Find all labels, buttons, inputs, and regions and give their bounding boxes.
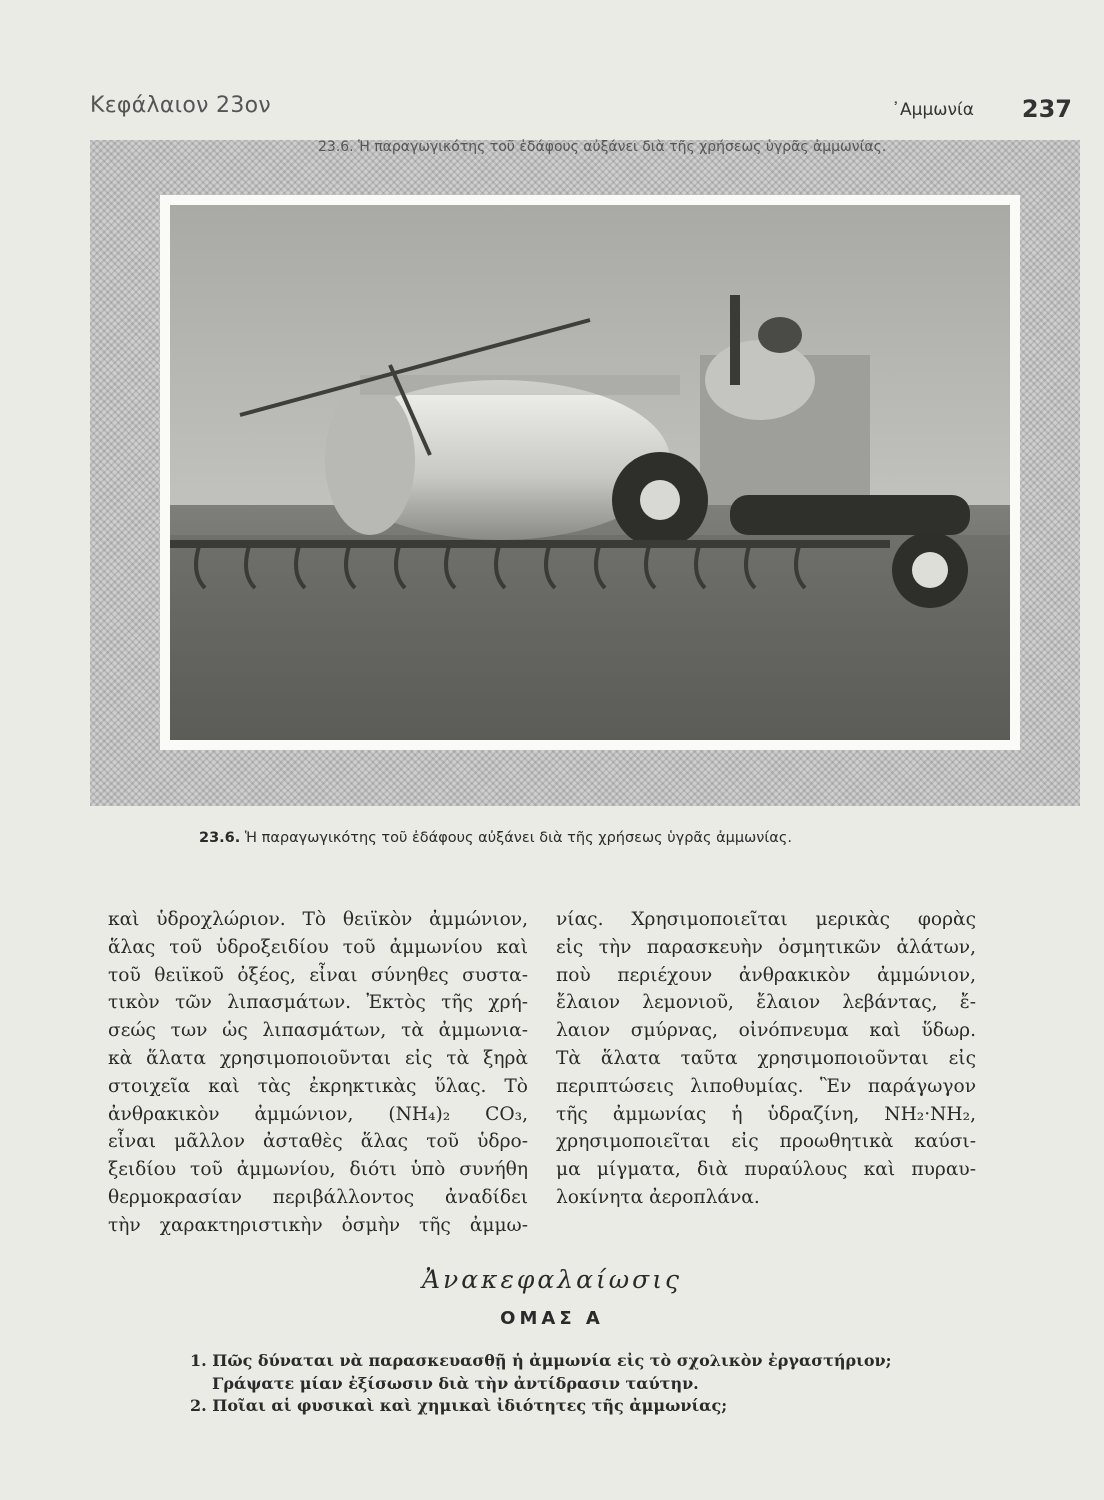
figure-caption <box>199 830 792 846</box>
body-line: σεώς των ὡς λιπασμάτων, τὰ ἀμμωνια- <box>108 1020 528 1042</box>
body-line: τικὸν τῶν λιπασμάτων. Ἐκτὸς τῆς χρή- <box>108 992 528 1014</box>
body-line: ἅλας τοῦ ὑδροξειδίου τοῦ ἀμμωνίου καὶ <box>108 936 528 958</box>
body-left-column <box>108 906 528 1240</box>
section-header: ᾿Αμμωνία <box>891 100 974 120</box>
body-line: λοκίνητα ἀεροπλάνα. <box>556 1186 760 1208</box>
body-line: τοῦ θειϊκοῦ ὀξέος, εἶναι σύνηθες συστα- <box>108 964 528 986</box>
body-line: εἶναι μᾶλλον ἀσταθὲς ἅλας τοῦ ὑδρο- <box>108 1131 528 1153</box>
body-line: ποὺ περιέχουν ἀνθρακικὸν ἀμμώνιον, <box>556 964 976 986</box>
body-line: εἰς τὴν παρασκευὴν ὀσμητικῶν ἁλάτων, <box>556 936 976 958</box>
group-title: ΟΜΑΣ Α <box>500 1308 604 1329</box>
figure-number: 23.6. <box>199 830 241 846</box>
body-line: περιπτώσεις λιποθυμίας. Ἓν παράγωγον <box>556 1075 976 1097</box>
body-line: ἔλαιον λεμονιοῦ, ἔλαιον λεβάντας, ἔ- <box>556 992 976 1014</box>
body-line: καὶ ὑδροχλώριον. Τὸ θειϊκὸν ἀμμώνιον, <box>108 909 528 930</box>
photo-top-caption: 23.6. Ἡ παραγωγικότης τοῦ ἐδάφους αὐξάνει διὰ τῆς χρήσεως ὑγρᾶς ἀμμωνίας. <box>318 139 887 155</box>
chapter-header: Κεφάλαιον 23ον <box>90 93 271 118</box>
body-line: μα μίγματα, διὰ πυραύλους καὶ πυραυ- <box>556 1159 976 1181</box>
summary-title: Ἀνακεφαλαίωσις <box>421 1265 683 1294</box>
body-line: χρησιμοποιεῖται εἰς προωθητικὰ καύσι- <box>556 1131 976 1153</box>
figure-caption-text: Ἡ παραγωγικότης τοῦ ἐδάφους αὐξάνει διὰ τῆς χρήσεως ὑγρᾶς ἀμμωνίας. <box>244 830 792 846</box>
body-line: ξειδίου τοῦ ἀμμωνίου, διότι ὑπὸ συνήθη <box>108 1159 528 1181</box>
body-line: Τὰ ἅλατα ταῦτα χρησιμοποιοῦνται εἰς <box>556 1047 976 1069</box>
body-line: τῆς ἀμμωνίας ἡ ὑδραζίνη, NH₂·NH₂, <box>556 1103 976 1125</box>
page-number: 237 <box>1021 95 1072 123</box>
body-line: τὴν χαρακτηριστικὴν ὀσμὴν τῆς ἀμμω- <box>108 1214 528 1236</box>
body-line: νίας. Χρησιμοποιεῖται μερικὰς φορὰς <box>556 909 976 930</box>
question-item: 2. Ποῖαι αἱ φυσικαὶ καὶ χημικαὶ ἰδιότητες τῆς ἀμμωνίας; <box>190 1396 728 1415</box>
tractor-photo-illustration <box>170 205 1010 740</box>
body-line: ἀνθρακικὸν ἀμμώνιον, (NH₄)₂ CO₃, <box>108 1103 528 1125</box>
body-line: κὰ ἅλατα χρησιμοποιοῦνται εἰς τὰ ξηρὰ <box>108 1047 528 1069</box>
body-line: στοιχεῖα καὶ τὰς ἐκρηκτικὰς ὕλας. Τὸ <box>108 1075 528 1097</box>
body-line: θερμοκρασίαν περιβάλλοντος ἀναδίδει <box>108 1186 528 1208</box>
question-item-continuation: Γράψατε μίαν ἐξίσωσιν διὰ τὴν ἀντίδρασιν ταύτην. <box>212 1373 699 1393</box>
body-right-column <box>556 906 976 1212</box>
figure-photo <box>160 195 1020 750</box>
question-item: 1. Πῶς δύναται νὰ παρασκευασθῇ ἡ ἀμμωνία εἰς τὸ σχολικὸν ἐργαστήριον; <box>190 1351 892 1370</box>
body-line: λαιον σμύρνας, οἰνόπνευμα καὶ ὕδωρ. <box>556 1020 976 1042</box>
question-list <box>190 1350 950 1418</box>
